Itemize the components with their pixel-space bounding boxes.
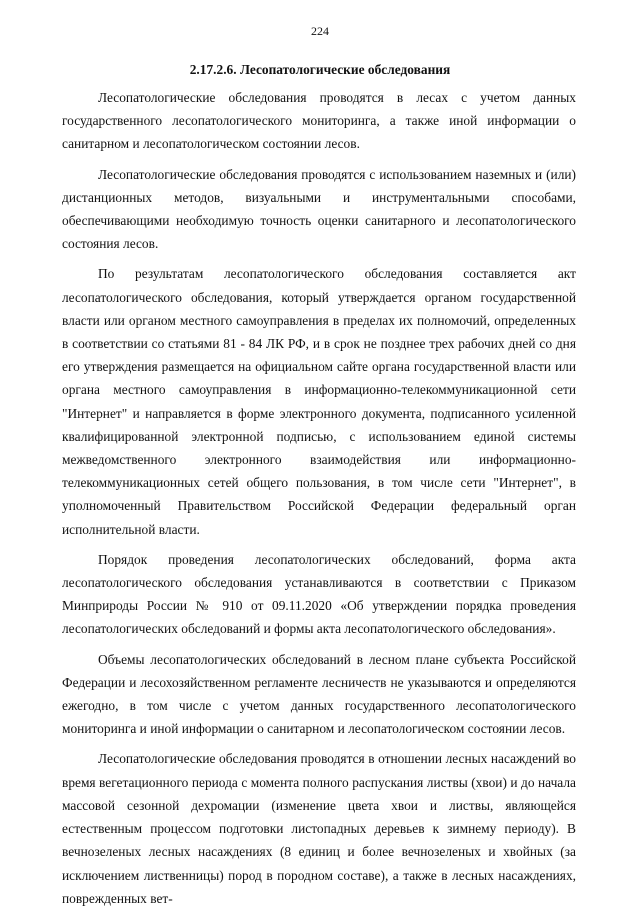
page-number: 224 [311,24,329,38]
paragraph: Лесопатологические обследования проводятся в лесах с учетом данных государственного лесопатологического мониторинга, а также иной информации о санитарном и лесопатологическом состоянии лесов. [62,90,576,152]
document-body [62,86,576,917]
paragraph: Порядок проведения лесопатологических обследований, форма акта лесопатологического обследования устанавливаются в соответствии с Приказом Минприроды России № 910 от 09.11.2020 «Об утверждении порядка проведения лесопатологических обследований и формы акта лесопатологического обследования». [62,551,576,637]
paragraph: Лесопатологические обследования проводятся в отношении лесных насаждений во время вегетационного периода с момента полного распускания листвы (хвои) и до начала массовой сезонной дехромации (изменение цвета хвои и листвы, являющейся естественным процессом подготовки листопадных деревьев к зимнему периоду). В вечнозеленых лесных насаждениях (8 единиц и более вечнозеленых и хвойных (за исключением лиственницы) пород в породном составе), а также в лесных насаждениях, поврежденных вет- [62,751,576,906]
paragraph: Лесопатологические обследования проводятся с использованием наземных и (или) дистанционных методов, визуальными и инструментальными способами, обеспечивающими необходимую точность оценки санитарного и лесопатологического состояния лесов. [62,166,576,252]
paragraph: Объемы лесопатологических обследований в лесном плане субъекта Российской Федерации и лесохозяйственном регламенте лесничеств не указываются и определяются ежегодно, в том числе с учетом данных государственного лесопатологического мониторинга и иной информации о санитарном и лесопатологическом состоянии лесов. [62,651,576,737]
paragraph: По результатам лесопатологического обследования составляется акт лесопатологического обследования, который утверждается органом государственной власти или органом местного самоуправления в пределах их полномочий, определенных в соответствии со статьями 81 - 84 ЛК РФ, и в срок не позднее трех рабочих дней со дня его утверждения размещается на официальном сайте органа государственной власти или органа местного самоуправления в информационно-телекоммуникационной сети "Интернет" и направляется в форме электронного документа, подписанного усиленной квалифицированной электронной подписью, с использованием единой системы межведомственного электронного взаимодействия или информационно-телекоммуникационных сетей общего пользования, в том числе сети "Интернет", в уполномоченный Правительством Российской Федерации федеральный орган исполнительной власти. [62,266,576,537]
section-heading: 2.17.2.6. Лесопатологические обследования [189,62,451,77]
